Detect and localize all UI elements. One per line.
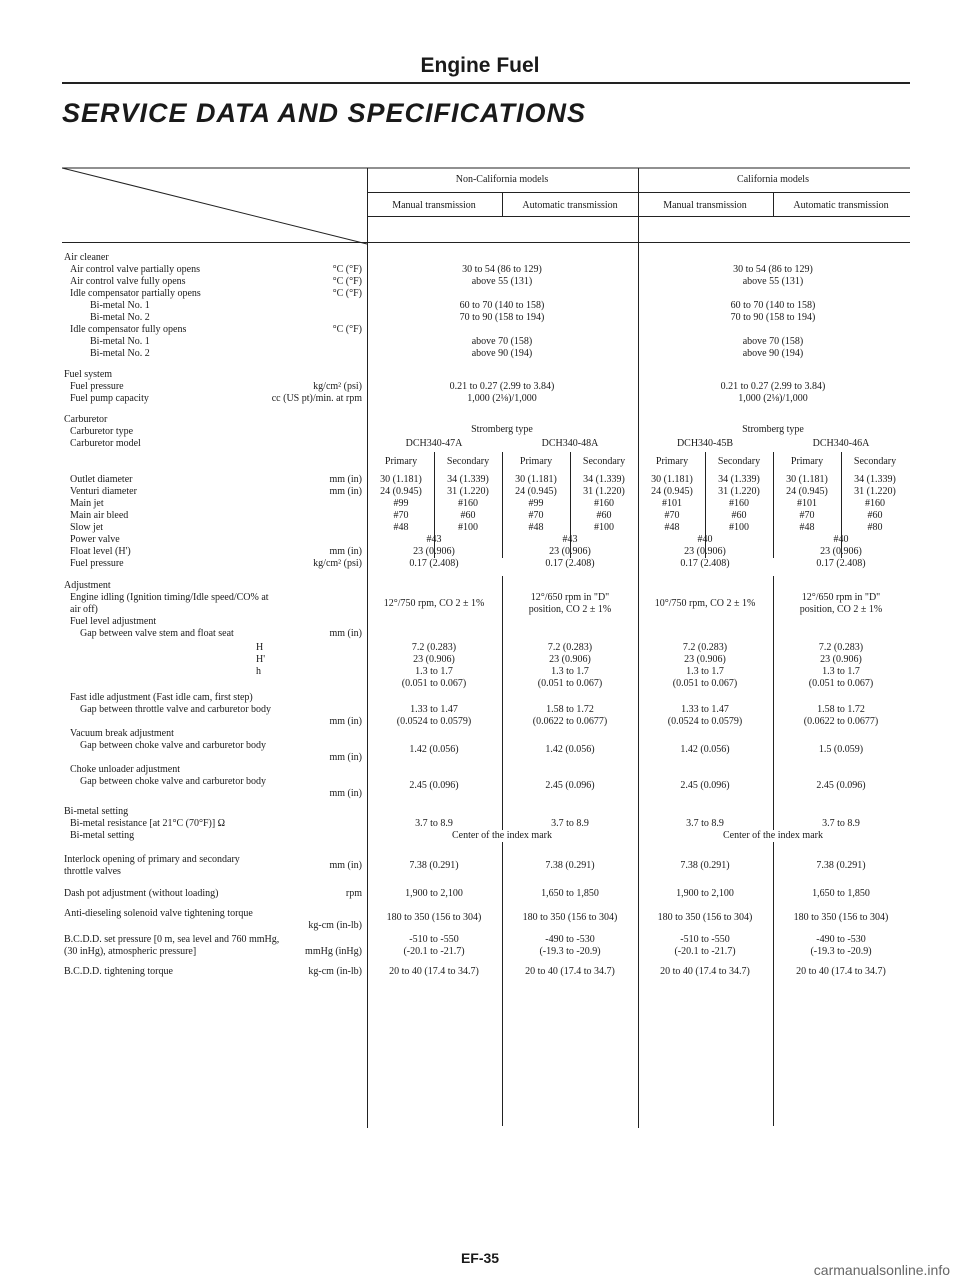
ps-divider <box>502 452 503 558</box>
page-number: EF-35 <box>460 1250 500 1266</box>
cell: 1.42 (0.056) <box>680 744 730 755</box>
cell: 1.42 (0.056) <box>545 744 595 755</box>
label: H' <box>256 654 266 665</box>
cell: #160 <box>458 498 478 509</box>
cell: 1.42 (0.056) <box>409 744 459 755</box>
label: Main jet <box>70 498 104 509</box>
value: 0.21 to 0.27 (2.99 to 3.84) <box>449 381 555 392</box>
cell: 2.45 (0.096) <box>680 780 730 791</box>
subheader-bottom <box>367 216 910 217</box>
value: Stromberg type <box>471 424 533 435</box>
unit: mm (in) <box>329 628 362 639</box>
header-bottom-rule <box>62 242 910 243</box>
cell: 20 to 40 (17.4 to 34.7) <box>796 966 886 977</box>
label: Air control valve partially opens <box>70 264 200 275</box>
label: Gap between valve stem and float seat <box>80 628 234 639</box>
value: above 55 (131) <box>471 276 533 287</box>
cell: Center of the index mark <box>452 830 552 841</box>
header-rule <box>62 82 910 84</box>
label: Fuel pressure <box>70 558 124 569</box>
cell: 23 (0.906) <box>549 546 591 557</box>
col-divider-2 <box>502 576 503 1126</box>
cell: #40 <box>833 534 849 545</box>
cell: 1.58 to 1.72 <box>817 704 865 715</box>
value: DCH340-46A <box>812 438 870 449</box>
cell: 12°/650 rpm in "D" <box>530 592 610 603</box>
cell: (0.0622 to 0.0677) <box>803 716 879 727</box>
cell: (0.051 to 0.067) <box>672 678 738 689</box>
cell: 7.2 (0.283) <box>547 642 593 653</box>
header-nc-auto: Automatic transmission <box>522 200 618 211</box>
cell: 1.33 to 1.47 <box>410 704 458 715</box>
cell: 31 (1.220) <box>447 486 489 497</box>
cell: -490 to -530 <box>816 934 866 945</box>
cell: 7.2 (0.283) <box>818 642 864 653</box>
cell: 180 to 350 (156 to 304) <box>657 912 753 923</box>
cell: 7.38 (0.291) <box>409 860 459 871</box>
cell: (0.0524 to 0.0579) <box>667 716 743 727</box>
cell: Center of the index mark <box>723 830 823 841</box>
cell: 24 (0.945) <box>380 486 422 497</box>
cell: 30 (1.181) <box>786 474 828 485</box>
ps-divider <box>773 452 774 558</box>
cell: 34 (1.339) <box>718 474 760 485</box>
label: air off) <box>70 604 98 615</box>
label: Slow jet <box>70 522 104 533</box>
header-c-auto: Automatic transmission <box>793 200 889 211</box>
label: throttle valves <box>64 866 121 877</box>
label: Bi-metal setting <box>70 830 135 841</box>
label: Dash pot adjustment (without loading) <box>64 888 219 899</box>
cell: (-20.1 to -21.7) <box>674 946 736 957</box>
label: Bi-metal No. 1 <box>90 300 150 311</box>
cell: #101 <box>662 498 682 509</box>
header-nc-manual: Manual transmission <box>392 200 476 211</box>
unit: °C (°F) <box>332 288 362 299</box>
cell: 23 (0.906) <box>820 546 862 557</box>
value: DCH340-48A <box>541 438 599 449</box>
value: 1,000 (2⅛)/1,000 <box>738 393 808 404</box>
cell: 30 (1.181) <box>515 474 557 485</box>
label: Vacuum break adjustment <box>70 728 174 739</box>
cell: (-19.3 to -20.9) <box>810 946 872 957</box>
value: DCH340-47A <box>405 438 463 449</box>
cell: #160 <box>594 498 614 509</box>
cell: 1.3 to 1.7 <box>415 666 453 677</box>
cell: #40 <box>697 534 713 545</box>
cell: 30 (1.181) <box>651 474 693 485</box>
cell: 20 to 40 (17.4 to 34.7) <box>525 966 615 977</box>
label: Fuel pump capacity <box>70 393 149 404</box>
label: B.C.D.D. set pressure [0 m, sea level and 760 mmHg, <box>64 934 280 945</box>
value: 30 to 54 (86 to 129) <box>733 264 813 275</box>
cell: #48 <box>393 522 409 533</box>
secondary-header: Secondary <box>446 456 490 467</box>
cell: 31 (1.220) <box>718 486 760 497</box>
cell: #160 <box>865 498 885 509</box>
cell: position, CO 2 ± 1% <box>799 604 883 615</box>
cell: (0.051 to 0.067) <box>808 678 874 689</box>
secondary-header: Secondary <box>853 456 897 467</box>
cell: 180 to 350 (156 to 304) <box>522 912 618 923</box>
cell: #43 <box>562 534 578 545</box>
cell: 30 (1.181) <box>380 474 422 485</box>
cell: #70 <box>528 510 544 521</box>
spec-table <box>62 166 910 1146</box>
cell: 1.3 to 1.7 <box>686 666 724 677</box>
unit: mm (in) <box>329 788 362 799</box>
unit: cc (US pt)/min. at rpm <box>271 393 362 404</box>
unit: °C (°F) <box>332 324 362 335</box>
cell: #99 <box>393 498 409 509</box>
primary-header: Primary <box>790 456 824 467</box>
cell: #70 <box>393 510 409 521</box>
primary-header: Primary <box>655 456 689 467</box>
cell: 1.3 to 1.7 <box>551 666 589 677</box>
label: Engine idling (Ignition timing/Idle speed/CO% at <box>70 592 269 603</box>
cell: #60 <box>731 510 747 521</box>
label: Float level (H') <box>70 546 131 557</box>
unit: mm (in) <box>329 546 362 557</box>
cell: -510 to -550 <box>680 934 730 945</box>
cell: 10°/750 rpm, CO 2 ± 1% <box>654 598 756 609</box>
cell: 7.2 (0.283) <box>682 642 728 653</box>
cell: #100 <box>458 522 478 533</box>
label: Carburetor type <box>70 426 134 437</box>
cell: 0.17 (2.408) <box>409 558 459 569</box>
cell: 7.38 (0.291) <box>680 860 730 871</box>
header-non-california: Non-California models <box>455 174 549 185</box>
cell: #70 <box>799 510 815 521</box>
unit: mmHg (inHg) <box>305 946 362 957</box>
label-carburetor: Carburetor <box>64 414 108 425</box>
cell: #100 <box>594 522 614 533</box>
label: Interlock opening of primary and secondary <box>64 854 240 865</box>
cell: 1,900 to 2,100 <box>676 888 734 899</box>
label: Bi-metal No. 1 <box>90 336 150 347</box>
cell: 7.38 (0.291) <box>816 860 866 871</box>
page-header-title: Engine Fuel <box>420 54 540 77</box>
cell: -490 to -530 <box>545 934 595 945</box>
cell: 31 (1.220) <box>583 486 625 497</box>
cell: 1.3 to 1.7 <box>822 666 860 677</box>
cell: 1,650 to 1,850 <box>541 888 599 899</box>
cell: (0.051 to 0.067) <box>537 678 603 689</box>
label: Bi-metal No. 2 <box>90 348 150 359</box>
cell: 20 to 40 (17.4 to 34.7) <box>389 966 479 977</box>
cell: 1,650 to 1,850 <box>812 888 870 899</box>
label: Main air bleed <box>70 510 129 521</box>
cell: 7.38 (0.291) <box>545 860 595 871</box>
header-california: California models <box>737 174 809 185</box>
primary-header: Primary <box>519 456 553 467</box>
label: Fuel level adjustment <box>70 616 157 627</box>
cell: #100 <box>729 522 749 533</box>
label-adjustment: Adjustment <box>64 580 111 591</box>
unit: kg/cm² (psi) <box>313 558 362 569</box>
label: Fast idle adjustment (Fast idle cam, first step) <box>70 692 253 703</box>
unit: mm (in) <box>329 474 362 485</box>
cell: 3.7 to 8.9 <box>415 818 453 829</box>
label: Gap between choke valve and carburetor body <box>80 740 267 751</box>
value: DCH340-45B <box>676 438 734 449</box>
cell: 12°/750 rpm, CO 2 ± 1% <box>383 598 485 609</box>
unit: mm (in) <box>329 486 362 497</box>
unit: mm (in) <box>329 752 362 763</box>
cell: 2.45 (0.096) <box>816 780 866 791</box>
cell: (-20.1 to -21.7) <box>403 946 465 957</box>
header-c-manual: Manual transmission <box>663 200 747 211</box>
cell: 3.7 to 8.9 <box>822 818 860 829</box>
cell: #48 <box>528 522 544 533</box>
cell: 23 (0.906) <box>684 546 726 557</box>
cell: #70 <box>664 510 680 521</box>
cell: 0.17 (2.408) <box>545 558 595 569</box>
cell: 180 to 350 (156 to 304) <box>793 912 889 923</box>
cell: (0.0622 to 0.0677) <box>532 716 608 727</box>
value: 60 to 70 (140 to 158) <box>730 300 816 311</box>
value: 1,000 (2⅛)/1,000 <box>467 393 537 404</box>
col-divider-3 <box>638 168 639 1128</box>
unit: kg-cm (in-lb) <box>308 966 362 977</box>
cell: #160 <box>729 498 749 509</box>
secondary-header: Secondary <box>582 456 626 467</box>
cell: 180 to 350 (156 to 304) <box>386 912 482 923</box>
cell: -510 to -550 <box>409 934 459 945</box>
cell: 0.17 (2.408) <box>816 558 866 569</box>
value: above 70 (158) <box>471 336 533 347</box>
unit: mm (in) <box>329 860 362 871</box>
cell: (-19.3 to -20.9) <box>539 946 601 957</box>
label: Anti-dieseling solenoid valve tightening torque <box>64 908 253 919</box>
cell: (0.051 to 0.067) <box>401 678 467 689</box>
value: above 55 (131) <box>742 276 804 287</box>
value: 60 to 70 (140 to 158) <box>459 300 545 311</box>
cell: 31 (1.220) <box>854 486 896 497</box>
cell: 1.33 to 1.47 <box>681 704 729 715</box>
subheader-rule <box>367 192 910 193</box>
col-divider-1 <box>367 168 368 1128</box>
cell: 23 (0.906) <box>413 654 455 665</box>
label-fuel-system: Fuel system <box>64 369 113 380</box>
cell: #60 <box>596 510 612 521</box>
cell: 1.5 (0.059) <box>818 744 864 755</box>
label: Bi-metal resistance [at 21°C (70°F)] Ω <box>70 818 226 829</box>
label: Choke unloader adjustment <box>70 764 180 775</box>
label: Gap between choke valve and carburetor body <box>80 776 267 787</box>
section-title: SERVICE DATA AND SPECIFICATIONS <box>62 98 587 128</box>
value: Stromberg type <box>742 424 804 435</box>
cell: 34 (1.339) <box>447 474 489 485</box>
watermark: carmanualsonline.info <box>813 1262 950 1278</box>
label: B.C.D.D. tightening torque <box>64 966 173 977</box>
cell: #99 <box>528 498 544 509</box>
cell: (0.0524 to 0.0579) <box>396 716 472 727</box>
value: 0.21 to 0.27 (2.99 to 3.84) <box>720 381 826 392</box>
value: 70 to 90 (158 to 194) <box>730 312 816 323</box>
label: h <box>256 666 261 677</box>
label-air-cleaner: Air cleaner <box>64 252 109 263</box>
cell: #43 <box>426 534 442 545</box>
cell: 2.45 (0.096) <box>545 780 595 791</box>
unit: rpm <box>345 888 362 899</box>
cell: 7.2 (0.283) <box>411 642 457 653</box>
unit: kg-cm (in-lb) <box>308 920 362 931</box>
label: Outlet diameter <box>70 474 133 485</box>
cell: 12°/650 rpm in "D" <box>801 592 881 603</box>
label: (30 inHg), atmospheric pressure] <box>64 946 197 957</box>
label: Bi-metal No. 2 <box>90 312 150 323</box>
c-sub-divider <box>773 193 774 216</box>
cell: #101 <box>797 498 817 509</box>
unit: °C (°F) <box>332 276 362 287</box>
label: Air control valve fully opens <box>70 276 186 287</box>
value: above 90 (194) <box>471 348 533 359</box>
label: Fuel pressure <box>70 381 124 392</box>
cell: 24 (0.945) <box>515 486 557 497</box>
label: Power valve <box>70 534 120 545</box>
unit: mm (in) <box>329 716 362 727</box>
label: Venturi diameter <box>70 486 137 497</box>
label: Gap between throttle valve and carburetor body <box>80 704 272 715</box>
value: above 90 (194) <box>742 348 804 359</box>
cell: 3.7 to 8.9 <box>686 818 724 829</box>
value: 70 to 90 (158 to 194) <box>459 312 545 323</box>
cell: 23 (0.906) <box>413 546 455 557</box>
nc-sub-divider <box>502 193 503 216</box>
label: H <box>256 642 264 653</box>
cell: 2.45 (0.096) <box>409 780 459 791</box>
cell: 23 (0.906) <box>684 654 726 665</box>
cell: #80 <box>867 522 883 533</box>
secondary-header: Secondary <box>717 456 761 467</box>
cell: 20 to 40 (17.4 to 34.7) <box>660 966 750 977</box>
primary-header: Primary <box>384 456 418 467</box>
cell: #48 <box>664 522 680 533</box>
col-divider-4 <box>773 576 774 1126</box>
label: Idle compensator fully opens <box>70 324 187 335</box>
cell: 3.7 to 8.9 <box>551 818 589 829</box>
unit: °C (°F) <box>332 264 362 275</box>
label: Idle compensator partially opens <box>70 288 201 299</box>
cell: 1.58 to 1.72 <box>546 704 594 715</box>
cell: #60 <box>460 510 476 521</box>
unit: kg/cm² (psi) <box>313 381 362 392</box>
cell: 23 (0.906) <box>549 654 591 665</box>
cell: #60 <box>867 510 883 521</box>
cell: #48 <box>799 522 815 533</box>
cell: 34 (1.339) <box>583 474 625 485</box>
cell: 24 (0.945) <box>651 486 693 497</box>
cell: 0.17 (2.408) <box>680 558 730 569</box>
label-bimetal-setting: Bi-metal setting <box>64 806 129 817</box>
cell: position, CO 2 ± 1% <box>528 604 612 615</box>
cell: 1,900 to 2,100 <box>405 888 463 899</box>
label: Carburetor model <box>70 438 141 449</box>
cell: 23 (0.906) <box>820 654 862 665</box>
cell: 34 (1.339) <box>854 474 896 485</box>
value: above 70 (158) <box>742 336 804 347</box>
value: 30 to 54 (86 to 129) <box>462 264 542 275</box>
cell: 24 (0.945) <box>786 486 828 497</box>
